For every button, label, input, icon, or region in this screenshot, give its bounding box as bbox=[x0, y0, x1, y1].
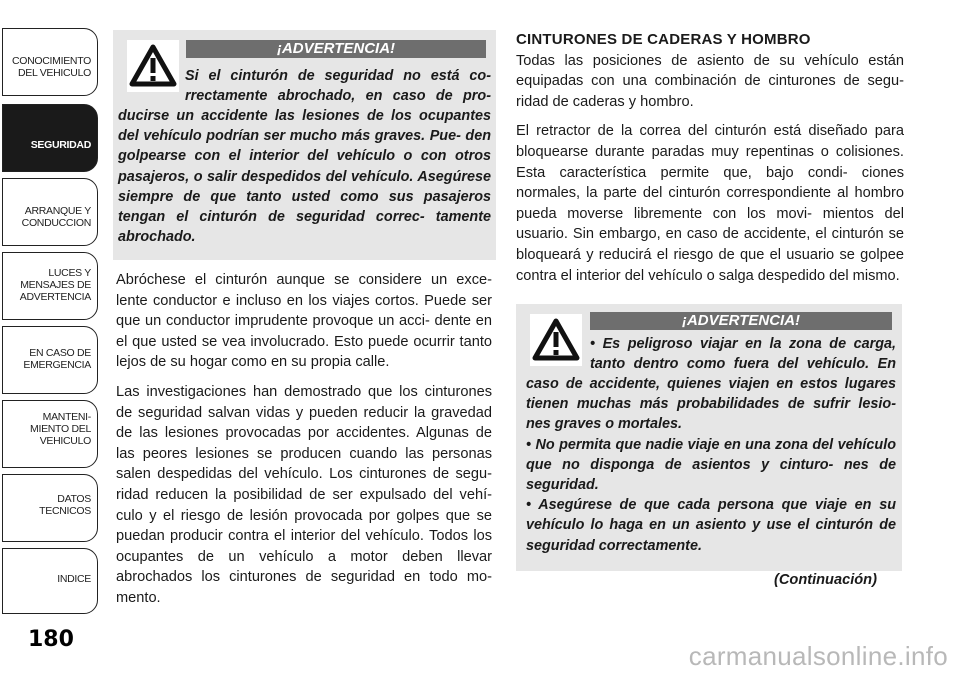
warning-paragraph: caso de accidente, quienes viajen en estos lugares tienen muchas más probabilidades de sufrir lesio- nes graves o mortales. bbox=[526, 376, 896, 433]
warning-triangle-icon bbox=[127, 40, 179, 92]
tab-label-line: CONDUCCION bbox=[21, 217, 91, 229]
tab-label-line: EN CASO DE bbox=[29, 347, 91, 359]
tab-label-line: EMERGENCIA bbox=[23, 359, 91, 371]
warning-paragraph: • No permita que nadie viaje en una zona del vehículo que no disponga de asientos y cinturo- nes de seguridad. bbox=[526, 436, 896, 494]
tab-label-line: SEGURIDAD bbox=[30, 139, 91, 151]
paragraph: Las investigaciones han demostrado que los cinturones de seguridad salvan vidas y pueden reducir la gravedad de las lesiones provocadas por accidentes. Algunas de las peores lesiones se producen cuando las personas salen despedidas del vehículo. Los cinturones de segu- ridad reducen la posibilidad de ser expulsado del vehí- culo y el riesgo de lesión provocada por golpes que se puedan producir contra el interior del vehículo. Todos los ocupantes de un vehículo a motor deben llevar abrochados los cinturones de seguridad en todo mo- mento. bbox=[116, 383, 492, 606]
section-heading: CINTURONES DE CADERAS Y HOMBRO bbox=[516, 31, 811, 48]
warning-paragraph: • Asegúrese de que cada persona que viaje en su vehículo lo haga en un asiento y use el cinturón de seguridad correctamente. bbox=[526, 497, 896, 554]
paragraph: Abróchese el cinturón aunque se considere un exce- lente conductor e incluso en los viajes cortos. Puede ser que un conductor imprudente provoque un acci- dente en el que usted se vea involucrado. Esto puede ocurrir tanto lejos de su hogar como en su propia calle. bbox=[116, 272, 492, 371]
warning-text bbox=[185, 66, 491, 106]
tab-conocimiento-del-vehiculo[interactable] bbox=[2, 28, 98, 96]
tab-label-line: VEHICULO bbox=[39, 435, 91, 447]
warning-text-rest bbox=[118, 106, 491, 247]
warning-box-left bbox=[113, 30, 496, 260]
page-number: 180 bbox=[28, 627, 74, 652]
warning-header: ¡ADVERTENCIA! bbox=[186, 40, 486, 58]
tab-indice[interactable] bbox=[2, 548, 98, 614]
warning-text bbox=[590, 334, 896, 374]
tab-label-line: MIENTO DEL bbox=[30, 423, 91, 435]
tab-label-line: ADVERTENCIA bbox=[19, 291, 91, 303]
tab-label-line: DEL VEHICULO bbox=[17, 67, 91, 79]
warning-paragraph: ducirse un accidente las lesiones de los ocupantes del vehículo podrían ser mucho más graves. Pue- den golpearse con el interior del vehículo o con otros pasajeros, o salir despedidos del vehículo. Asegúrese siempre de que tanto usted como sus pasajeros tengan el cinturón de seguridad correc- tamente abrochado. bbox=[118, 108, 491, 246]
tab-seguridad[interactable] bbox=[2, 104, 98, 172]
tab-arranque-y-conduccion[interactable] bbox=[2, 178, 98, 246]
right-column-text bbox=[516, 30, 904, 295]
tab-label-line: MANTENI- bbox=[42, 411, 91, 423]
continuation-note: (Continuación) bbox=[774, 572, 877, 588]
warning-header: ¡ADVERTENCIA! bbox=[590, 312, 892, 330]
warning-triangle-icon bbox=[530, 314, 582, 366]
warning-line: rrectamente abrochado, en caso de pro- bbox=[185, 88, 491, 105]
tab-label-line: INDICE bbox=[57, 573, 91, 585]
tab-datos-tecnicos[interactable] bbox=[2, 474, 98, 542]
tab-en-caso-de-emergencia[interactable] bbox=[2, 326, 98, 394]
watermark: carmanualsonline.info bbox=[688, 641, 948, 671]
warning-text-rest bbox=[526, 374, 896, 556]
tab-mantenimiento[interactable] bbox=[2, 400, 98, 468]
tab-label-line: ARRANQUE Y bbox=[24, 205, 91, 217]
tab-label-line: CONOCIMIENTO bbox=[11, 55, 91, 67]
warning-box-right bbox=[516, 304, 902, 571]
paragraph: Todas las posiciones de asiento de su vehículo están equipadas con una combinación de cinturones de segu- ridad de caderas y hombro. bbox=[516, 52, 904, 110]
left-column-text bbox=[116, 270, 492, 618]
warning-line: Si el cinturón de seguridad no está co- bbox=[185, 68, 491, 84]
paragraph: El retractor de la correa del cinturón está diseñado para bloquearse durante paradas muy repentinas o colisiones. Esta característica permite que, bajo condi- ciones normales, la parte del cinturón correspondiente al hombro pueda moverse libremente con los movi- mientos del usuario. Sin embargo, en caso de accidente, el cinturón se bloqueará y reducirá el riesgo de que el usuario se golpee contra el interior del vehículo o salga despedido del mismo. bbox=[516, 123, 904, 284]
tab-label-line: LUCES Y bbox=[48, 267, 91, 279]
tab-label-line: DATOS bbox=[57, 493, 91, 505]
tab-label-line: TECNICOS bbox=[39, 505, 91, 517]
warning-line: • Es peligroso viajar en la zona de carga, bbox=[590, 336, 896, 352]
tab-luces-y-mensajes[interactable] bbox=[2, 252, 98, 320]
tab-label-line: MENSAJES DE bbox=[20, 279, 91, 291]
warning-line: tanto dentro como fuera del vehículo. En bbox=[590, 356, 896, 373]
